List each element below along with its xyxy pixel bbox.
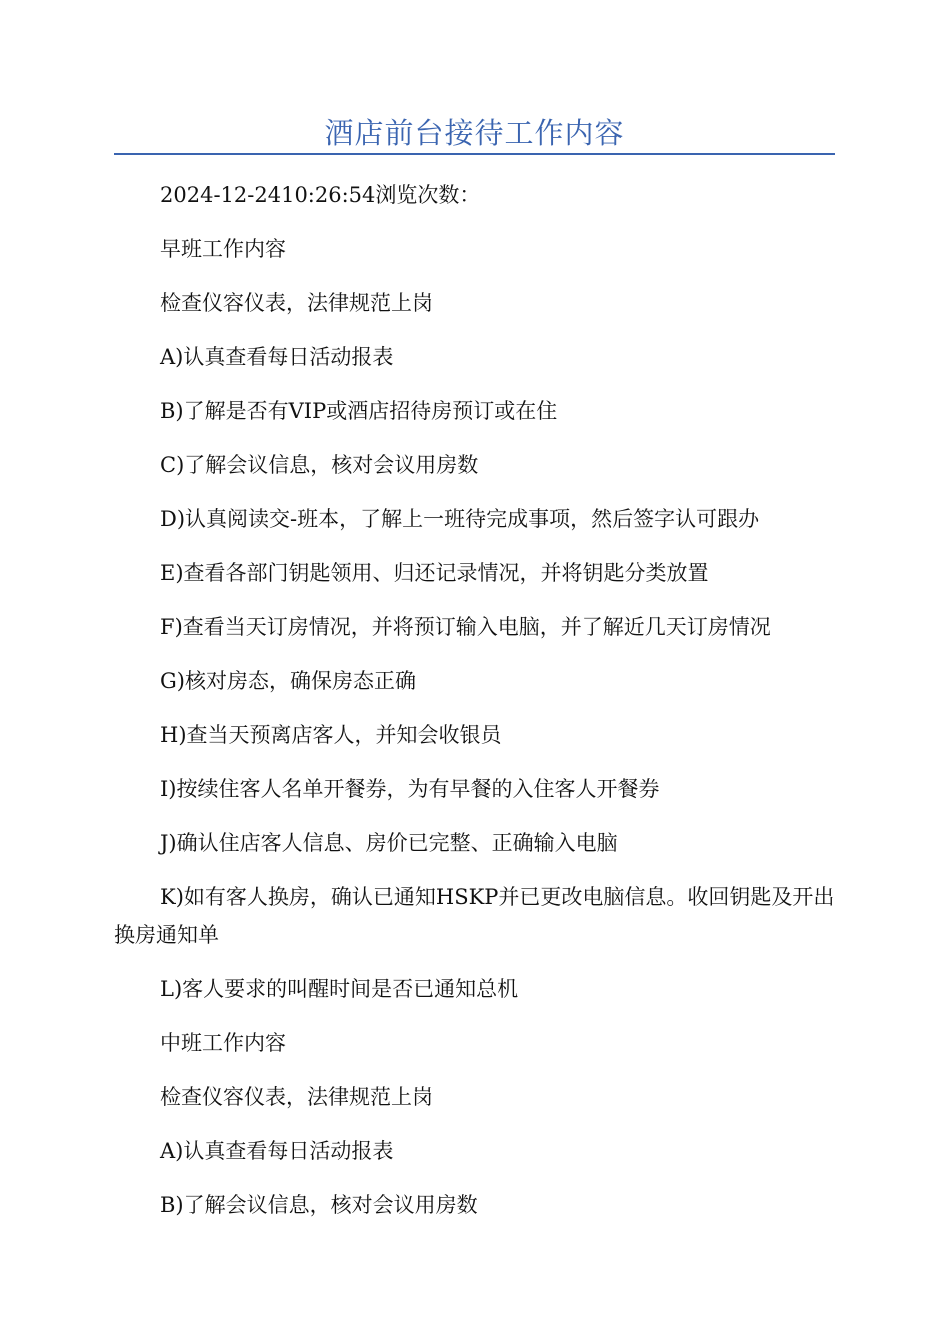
list-item: E)查看各部门钥匙领用、归还记录情况，并将钥匙分类放置 [160, 561, 709, 585]
paragraph: 检查仪容仪表，法律规范上岗 [160, 291, 433, 315]
list-item: J)确认住店客人信息、房价已完整、正确输入电脑 [160, 831, 618, 855]
list-item: G)核对房态，确保房态正确 [160, 669, 416, 693]
list-item: A)认真查看每日活动报表 [160, 1139, 394, 1163]
list-item: H)查当天预离店客人，并知会收银员 [160, 723, 502, 747]
section-heading-middle-shift: 中班工作内容 [160, 1031, 286, 1055]
list-item: B)了解会议信息，核对会议用房数 [160, 1193, 478, 1217]
list-item: I)按续住客人名单开餐券，为有早餐的入住客人开餐券 [160, 777, 660, 801]
timestamp-line: 2024-12-2410:26:54浏览次数： [160, 183, 481, 207]
list-item: B)了解是否有VIP或酒店招待房预订或在住 [160, 399, 558, 423]
document-title: 酒店前台接待工作内容 [324, 116, 625, 150]
title-underline [114, 153, 835, 155]
list-item: C)了解会议信息，核对会议用房数 [160, 453, 479, 477]
list-item: L)客人要求的叫醒时间是否已通知总机 [160, 977, 519, 1001]
list-item: A)认真查看每日活动报表 [160, 345, 394, 369]
list-item: K)如有客人换房，确认已通知HSKP并已更改电脑信息。收回钥匙及开出换房通知单 [114, 885, 835, 947]
paragraph: 检查仪容仪表，法律规范上岗 [160, 1085, 433, 1109]
section-heading-morning-shift: 早班工作内容 [160, 237, 286, 261]
list-item: D)认真阅读交-班本，了解上一班待完成事项，然后签字认可跟办 [160, 507, 760, 531]
list-item: F)查看当天订房情况，并将预订输入电脑，并了解近几天订房情况 [160, 615, 771, 639]
